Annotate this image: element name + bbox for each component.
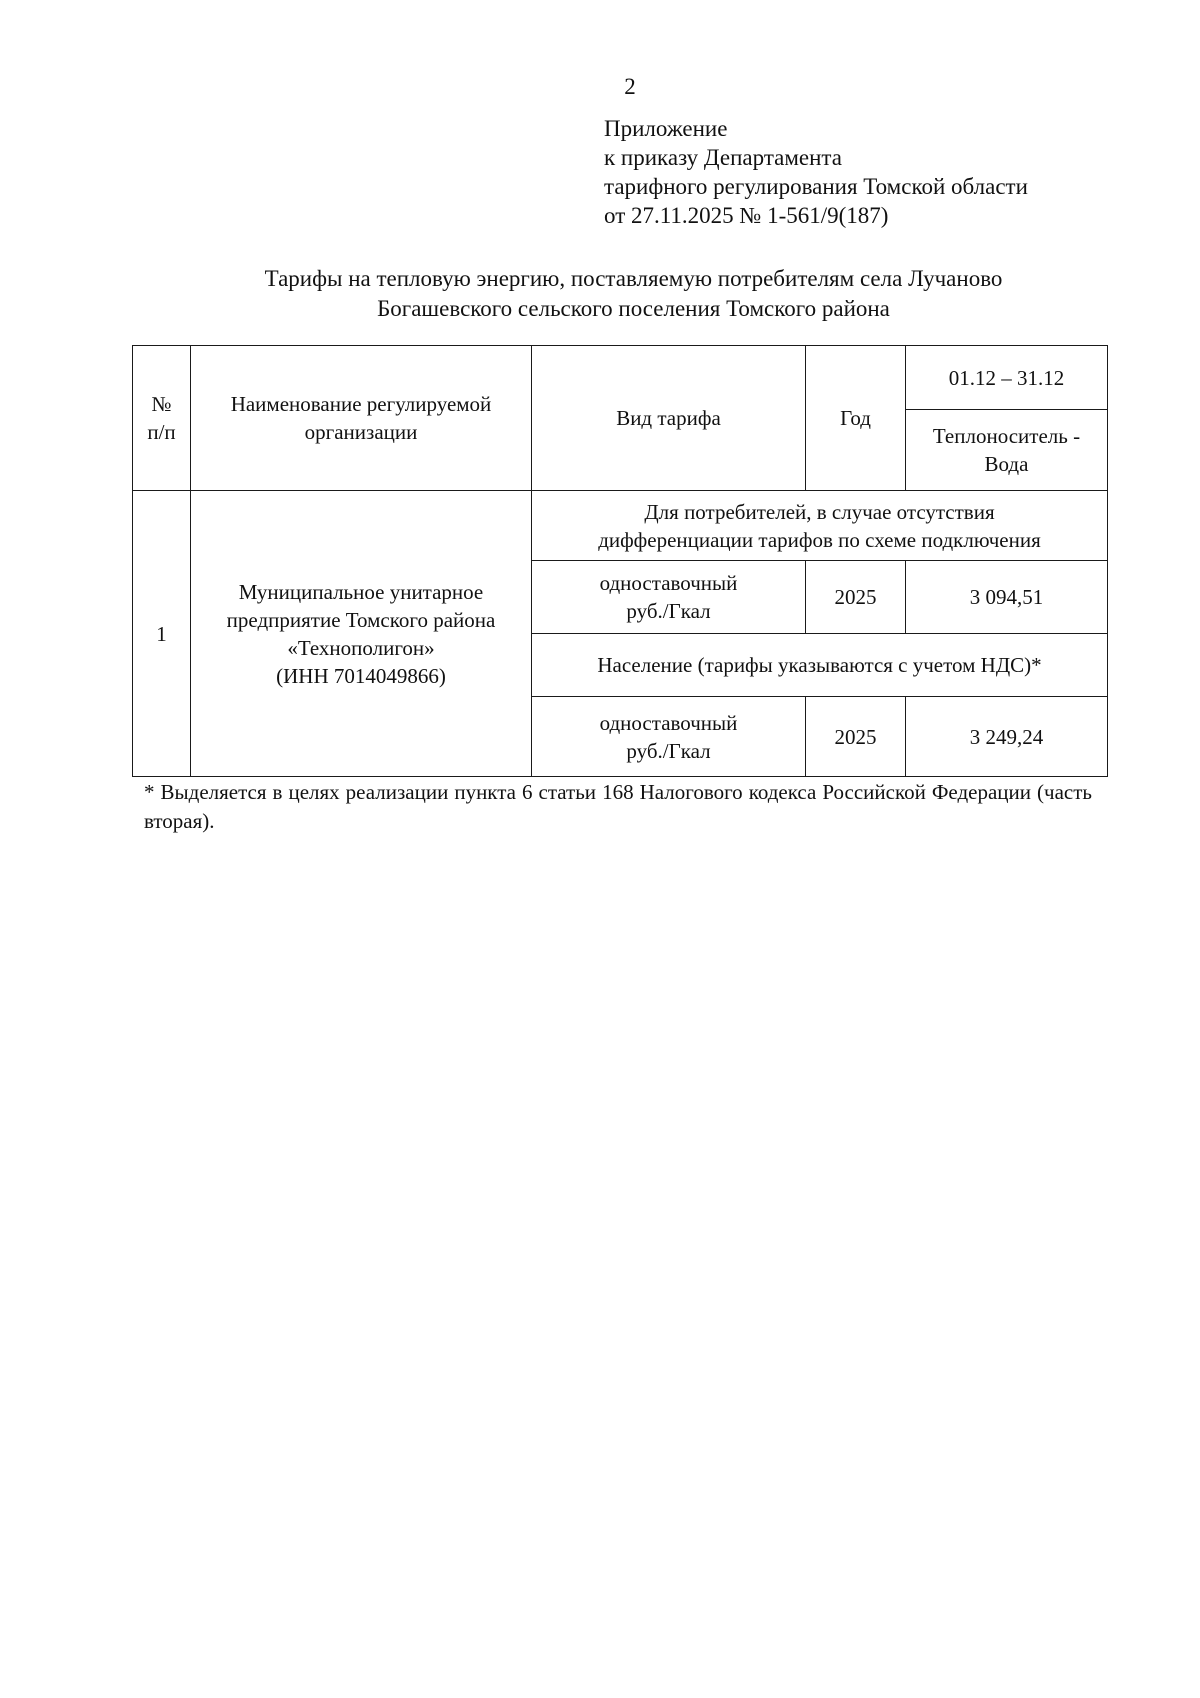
appendix-line-1: Приложение xyxy=(604,116,728,141)
header-organization-line-1: Наименование регулируемой xyxy=(230,392,492,416)
header-carrier-line-2: Вода xyxy=(984,452,1029,476)
group-label-line-1: Для потребителей, в случае отсутствия xyxy=(644,499,995,524)
header-carrier-line-1: Теплоноситель - xyxy=(932,424,1081,448)
tariff-type-line-2: руб./Гкал xyxy=(626,599,711,623)
appendix-line-4: от 27.11.2025 № 1-561/9(187) xyxy=(604,203,889,228)
tariff-value-cell: 3 249,24 xyxy=(906,697,1108,777)
title-line-1: Тарифы на тепловую энергию, поставляемую потребителям села Лучаново xyxy=(264,266,1003,291)
tariff-type-line-2: руб./Гкал xyxy=(626,738,711,763)
header-number xyxy=(133,346,191,491)
table-header-row xyxy=(133,346,1108,410)
tariff-type-cell xyxy=(532,697,806,777)
appendix-line-2: к приказу Департамента xyxy=(604,145,842,170)
header-number-line-1: № xyxy=(151,392,172,416)
appendix-block xyxy=(604,114,1028,230)
footnote: * Выделяется в целях реализации пункта 6 статьи 168 Налогового кодекса Российской Федерации (часть вторая). xyxy=(144,780,1092,833)
header-number-line-2: п/п xyxy=(147,420,176,444)
header-carrier xyxy=(906,410,1108,491)
tariff-type-cell xyxy=(532,561,806,634)
header-tariff-type: Вид тарифа xyxy=(532,346,806,491)
header-organization-line-2: организации xyxy=(304,420,418,444)
year-cell: 2025 xyxy=(806,561,906,634)
organization-line-2: предприятие Томского района xyxy=(226,607,496,632)
title-line-2: Богашевского сельского поселения Томского района xyxy=(377,296,890,321)
organization-line-4: (ИНН 7014049866) xyxy=(276,663,446,688)
document-title xyxy=(132,264,1135,324)
organization-line-1: Муниципальное унитарное xyxy=(238,579,484,604)
group-label-line-2: дифференциации тарифов по схеме подключения xyxy=(598,527,1041,552)
header-organization xyxy=(191,346,532,491)
organization-name xyxy=(191,491,532,777)
header-period: 01.12 – 31.12 xyxy=(906,346,1108,410)
page-number: 2 xyxy=(624,74,636,99)
tariff-type-line-1: одноставочный xyxy=(599,571,738,595)
tariff-value-cell: 3 094,51 xyxy=(906,561,1108,634)
header-year: Год xyxy=(806,346,906,491)
year-cell: 2025 xyxy=(806,697,906,777)
tariff-type-line-1: одноставочный xyxy=(599,710,738,735)
organization-line-3: «Технополигон» xyxy=(287,635,435,660)
group-label-population: Население (тарифы указываются с учетом НДС)* xyxy=(532,634,1108,697)
tariff-table xyxy=(132,345,1108,777)
group-label-consumers xyxy=(532,491,1108,561)
row-number: 1 xyxy=(133,491,191,777)
table-row xyxy=(133,491,1108,561)
appendix-line-3: тарифного регулирования Томской области xyxy=(604,174,1028,199)
